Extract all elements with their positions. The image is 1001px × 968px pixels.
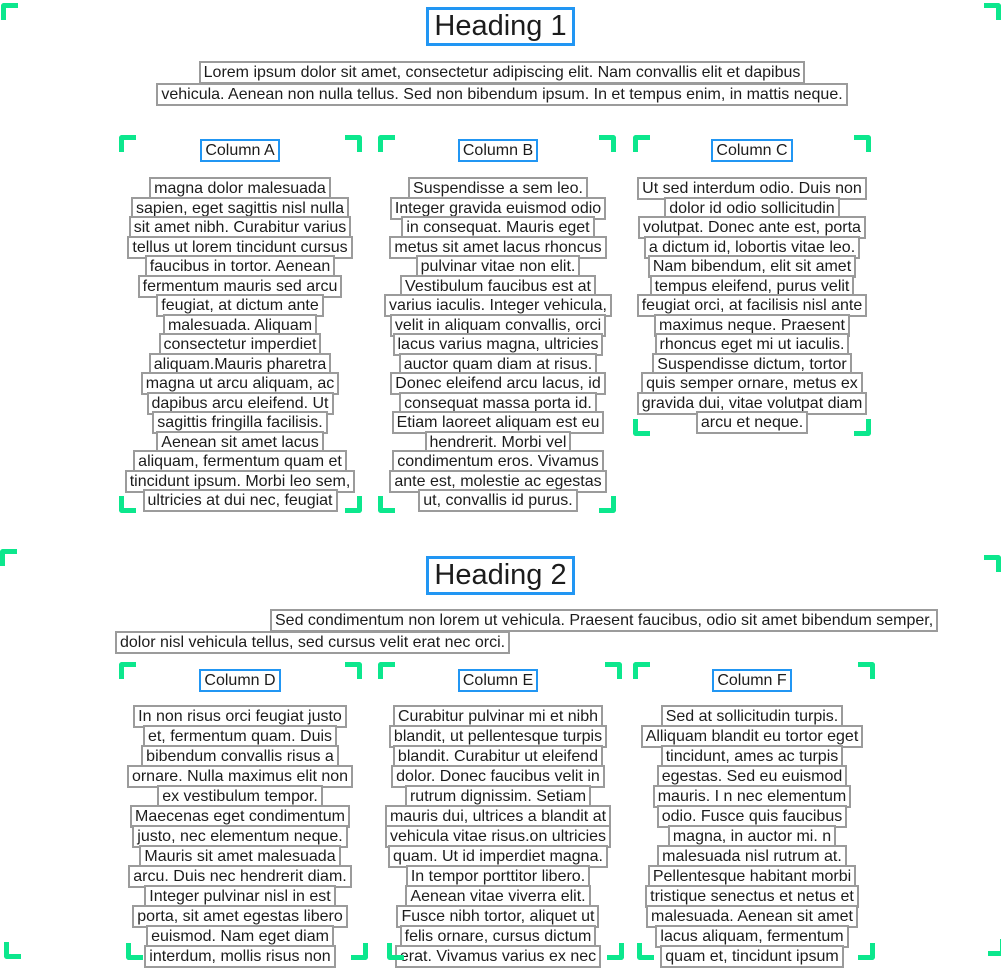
- text-line-box: felis ornare, cursus dictum: [400, 925, 597, 948]
- column-d-lines: [127, 705, 353, 968]
- corner-bracket-icon: [378, 135, 395, 152]
- column-e-lines: [385, 705, 611, 968]
- text-line-box: consequat massa porta id.: [399, 392, 597, 415]
- text-line-box: Sed condimentum non lorem ut vehicula. Praesent faucibus, odio sit amet bibendum semper,: [270, 609, 938, 632]
- text-line-box: ante est, molestie ac egestas: [389, 470, 606, 493]
- text-line-box: tristique senectus et netus et: [645, 885, 859, 908]
- text-line-box: aliquam, fermentum quam et: [133, 450, 347, 473]
- text-line-box: maximus neque. Praesent: [654, 314, 850, 337]
- corner-bracket-icon: [633, 135, 650, 152]
- column-e-title: Column E: [458, 669, 538, 692]
- text-line-box: justo, nec elementum neque.: [132, 825, 347, 848]
- text-line-box: feugiat, at dictum ante: [156, 294, 323, 317]
- text-line-box: quis semper ornare, metus ex: [641, 372, 863, 395]
- corner-bracket-icon: [637, 943, 654, 960]
- corner-bracket-icon: [605, 662, 622, 679]
- corner-bracket-icon: [345, 496, 362, 513]
- text-line-box: egestas. Sed eu euismod: [657, 765, 848, 788]
- text-line-box: erat. Vivamus varius ex nec: [395, 945, 601, 968]
- text-line-box: arcu et neque.: [696, 411, 808, 434]
- corner-bracket-icon: [984, 555, 1001, 572]
- text-line-box: tincidunt, ames ac turpis: [661, 745, 844, 768]
- text-line-box: Vestibulum faucibus est at: [400, 275, 596, 298]
- text-line-box: et, fermentum quam. Duis: [143, 725, 337, 748]
- corner-bracket-icon: [1, 3, 18, 20]
- text-line-box: Suspendisse dictum, tortor: [652, 353, 851, 376]
- corner-bracket-icon: [988, 939, 1001, 956]
- corner-bracket-icon: [599, 496, 616, 513]
- text-line-box: Suspendisse a sem leo.: [408, 177, 588, 200]
- column-e: [374, 669, 622, 968]
- text-line-box: ex vestibulum tempor.: [157, 785, 323, 808]
- text-line-box: sagittis fringilla facilisis.: [152, 411, 327, 434]
- corner-bracket-icon: [119, 662, 136, 679]
- text-line-box: Curabitur pulvinar mi et nibh: [393, 705, 603, 728]
- text-line-box: condimentum eros. Vivamus: [392, 450, 604, 473]
- corner-bracket-icon: [345, 135, 362, 152]
- text-line-box: In non risus orci feugiat justo: [133, 705, 347, 728]
- text-line-box: vehicula. Aenean non nulla tellus. Sed non bibendum ipsum. In et tempus enim, in mattis neque.: [156, 83, 847, 106]
- column-f: [628, 669, 876, 968]
- corner-bracket-icon: [984, 3, 1001, 20]
- text-line-box: Fusce nibh tortor, aliquet ut: [396, 905, 599, 928]
- corner-bracket-icon: [351, 943, 368, 960]
- heading-2-wrap: [0, 556, 1001, 595]
- corner-bracket-icon: [633, 662, 650, 679]
- column-b: [374, 139, 622, 512]
- text-line-box: aliquam.Mauris pharetra: [149, 353, 332, 376]
- text-line-box: quam et, tincidunt ipsum: [660, 945, 843, 968]
- column-c-title: Column C: [711, 139, 792, 162]
- heading-1: Heading 1: [426, 7, 574, 46]
- text-line-box: volutpat. Donec ante est, porta: [638, 216, 866, 239]
- text-line-box: Integer pulvinar nisl in est: [144, 885, 335, 908]
- corner-bracket-icon: [607, 943, 624, 960]
- text-line-box: Sed at sollicitudin turpis.: [661, 705, 844, 728]
- text-line-box: rutrum dignissim. Setiam: [405, 785, 591, 808]
- column-f-lines: [641, 705, 864, 968]
- text-line-box: Maecenas eget condimentum: [130, 805, 350, 828]
- text-line-box: blandit. Curabitur ut eleifend: [393, 745, 603, 768]
- corner-bracket-icon: [119, 135, 136, 152]
- text-line-box: Donec eleifend arcu lacus, id: [390, 372, 605, 395]
- text-line-box: sit amet nibh. Curabitur varius: [129, 216, 352, 239]
- intro-paragraph-2: [112, 609, 934, 654]
- text-line-box: sapien, eget sagittis nisl nulla: [131, 197, 349, 220]
- text-line-box: Pellentesque habitant morbi: [648, 865, 856, 888]
- text-line-box: malesuada. Aliquam: [163, 314, 317, 337]
- text-line-box: dolor nisl vehicula tellus, sed cursus velit erat nec orci.: [115, 631, 510, 654]
- text-line-box: ultricies at dui nec, feugiat: [143, 489, 338, 512]
- text-line-box: magna dolor malesuada: [149, 177, 331, 200]
- corner-bracket-icon: [378, 662, 395, 679]
- column-d: [116, 669, 364, 968]
- text-line-box: porta, sit amet egestas libero: [132, 905, 347, 928]
- text-line-box: odio. Fusce quis faucibus: [657, 805, 848, 828]
- column-a-lines: [125, 177, 356, 512]
- text-line-box: Aenean sit amet lacus: [156, 431, 323, 454]
- corner-bracket-icon: [387, 943, 404, 960]
- text-line-box: Aenean vitae viverra elit.: [405, 885, 590, 908]
- column-b-lines: [384, 177, 612, 512]
- text-line-box: malesuada. Aenean sit amet: [646, 905, 858, 928]
- corner-bracket-icon: [0, 549, 17, 566]
- text-line-box: Etiam laoreet aliquam est eu: [392, 411, 605, 434]
- text-line-box: fermentum mauris sed arcu: [138, 275, 343, 298]
- text-line-box: dapibus arcu eleifend. Ut: [147, 392, 334, 415]
- text-line-box: dolor id odio sollicitudin: [664, 197, 839, 220]
- text-line-box: Nam bibendum, elit sit amet: [648, 255, 856, 278]
- text-line-box: ornare. Nulla maximus elit non: [127, 765, 353, 788]
- text-line-box: mauris dui, ultrices a blandit at: [385, 805, 611, 828]
- corner-bracket-icon: [854, 419, 871, 436]
- column-d-title: Column D: [199, 669, 280, 692]
- text-line-box: Alliquam blandit eu tortor eget: [641, 725, 864, 748]
- corner-bracket-icon: [345, 662, 362, 679]
- text-line-box: auctor quam diam at risus.: [399, 353, 598, 376]
- text-line-box: Mauris sit amet malesuada: [139, 845, 340, 868]
- text-line-box: gravida dui, vitae volutpat diam: [637, 392, 868, 415]
- text-line-box: tincidunt ipsum. Morbi leo sem,: [125, 470, 356, 493]
- corner-bracket-icon: [126, 943, 143, 960]
- intro-paragraph-1: [112, 61, 892, 106]
- text-line-box: ut, convallis id purus.: [418, 489, 577, 512]
- text-line-box: Ut sed interdum odio. Duis non: [637, 177, 867, 200]
- text-line-box: vehicula vitae risus.on ultricies: [385, 825, 611, 848]
- text-line-box: magna, in auctor mi. n: [668, 825, 836, 848]
- corner-bracket-icon: [858, 662, 875, 679]
- corner-bracket-icon: [378, 496, 395, 513]
- text-line-box: varius iaculis. Integer vehicula,: [384, 294, 612, 317]
- column-a: [116, 139, 364, 512]
- text-line-box: pulvinar vitae non elit.: [416, 255, 581, 278]
- column-b-title: Column B: [458, 139, 538, 162]
- corner-bracket-icon: [854, 135, 871, 152]
- text-line-box: a dictum id, lobortis vitae leo.: [644, 236, 860, 259]
- text-line-box: magna ut arcu aliquam, ac: [141, 372, 340, 395]
- text-line-box: consectetur imperdiet: [159, 333, 322, 356]
- text-line-box: mauris. I n nec elementum: [653, 785, 852, 808]
- text-line-box: metus sit amet lacus rhoncus: [389, 236, 606, 259]
- corner-bracket-icon: [4, 942, 21, 959]
- column-f-title: Column F: [712, 669, 791, 692]
- corner-bracket-icon: [633, 419, 650, 436]
- heading-2: Heading 2: [426, 556, 574, 595]
- text-line-box: Integer gravida euismod odio: [390, 197, 606, 220]
- heading-1-wrap: [0, 7, 1001, 46]
- text-line-box: hendrerit. Morbi vel: [425, 431, 572, 454]
- text-line-box: tempus eleifend, purus velit: [650, 275, 855, 298]
- text-line-box: tellus ut lorem tincidunt cursus: [127, 236, 352, 259]
- text-line-box: arcu. Duis nec hendrerit diam.: [128, 865, 351, 888]
- text-line-box: lacus aliquam, fermentum: [655, 925, 848, 948]
- text-line-box: interdum, mollis risus non: [144, 945, 335, 968]
- text-line-box: lacus varius magna, ultricies: [393, 333, 604, 356]
- text-line-box: In tempor porttitor libero.: [406, 865, 590, 888]
- text-line-box: blandit, ut pellentesque turpis: [389, 725, 607, 748]
- text-line-box: dolor. Donec faucibus velit in: [391, 765, 605, 788]
- text-line-box: Lorem ipsum dolor sit amet, consectetur adipiscing elit. Nam convallis elit et dapibus: [199, 61, 806, 84]
- text-line-box: velit in aliquam convallis, orci: [390, 314, 606, 337]
- text-line-box: euismod. Nam eget diam: [146, 925, 334, 948]
- text-line-box: quam. Ut id imperdiet magna.: [388, 845, 608, 868]
- text-line-box: in consequat. Mauris eget: [401, 216, 594, 239]
- text-line-box: feugiat orci, at facilisis nisl ante: [637, 294, 868, 317]
- text-line-box: faucibus in tortor. Aenean: [145, 255, 336, 278]
- text-line-box: bibendum convallis risus a: [141, 745, 339, 768]
- column-c: [628, 139, 876, 434]
- text-line-box: malesuada nisl rutrum at.: [657, 845, 847, 868]
- column-a-title: Column A: [200, 139, 279, 162]
- corner-bracket-icon: [119, 496, 136, 513]
- corner-bracket-icon: [858, 943, 875, 960]
- column-c-lines: [637, 177, 868, 434]
- text-line-box: rhoncus eget mi ut iaculis.: [655, 333, 850, 356]
- corner-bracket-icon: [599, 135, 616, 152]
